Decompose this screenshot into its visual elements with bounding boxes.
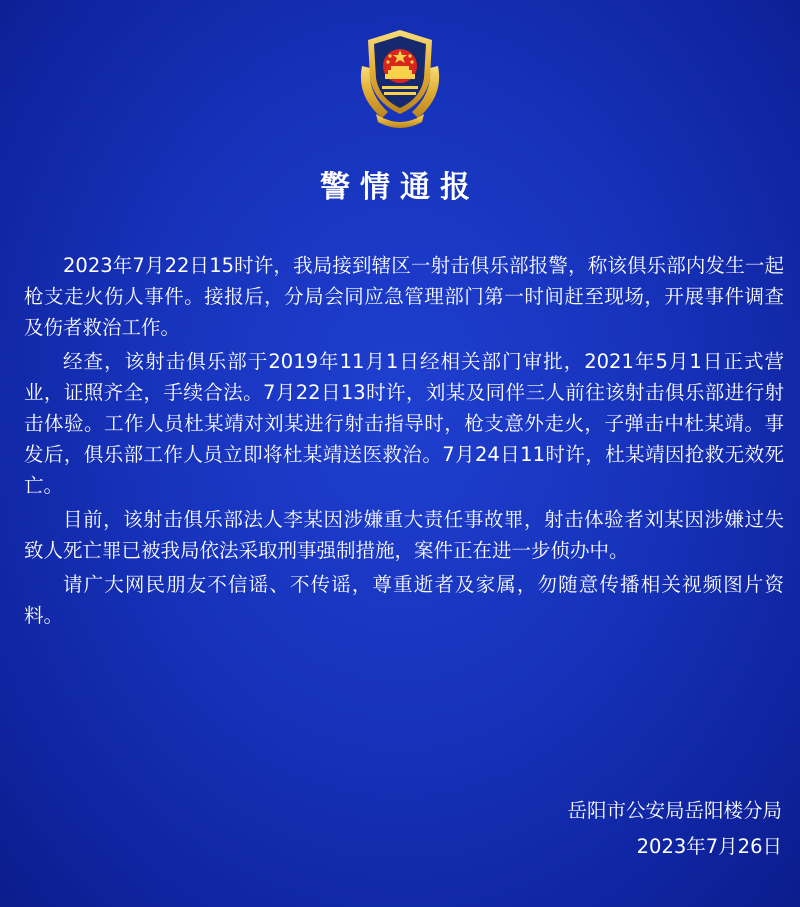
paragraph: 2023年7月22日15时许，我局接到辖区一射击俱乐部报警，称该俱乐部内发生一起枪支走火伤人事件。接报后，分局会同应急管理部门第一时间赶至现场，开展事件调查及伤者救治工作。 [24, 254, 784, 339]
paragraph: 目前，该射击俱乐部法人李某因涉嫌重大责任事故罪，射击体验者刘某因涉嫌过失致人死亡罪已被我局依法采取刑事强制措施，案件正在进一步侦办中。 [24, 508, 784, 562]
page-title: 警情通报 [320, 170, 480, 205]
notice-body [24, 250, 784, 634]
paragraph: 经查，该射击俱乐部于2019年11月1日经相关部门审批，2021年5月1日正式营业，证照齐全，手续合法。7月22日13时许，刘某及同伴三人前往该射击俱乐部进行射击体验。工作人员杜某靖对刘某进行射击指导时，枪支意外走火，子弹击中杜某靖。事发后，俱乐部工作人员立即将杜某靖送医救治。7月24日11时许，杜某靖因抢救无效死亡。 [24, 350, 784, 497]
issuer-name: 岳阳市公安局岳阳楼分局 [567, 799, 782, 822]
signature-block [567, 793, 782, 865]
paragraph: 请广大网民朋友不信谣、不传谣，尊重逝者及家属，勿随意传播相关视频图片资料。 [24, 573, 784, 627]
police-emblem-icon [352, 26, 448, 130]
issue-date: 2023年7月26日 [636, 835, 782, 858]
